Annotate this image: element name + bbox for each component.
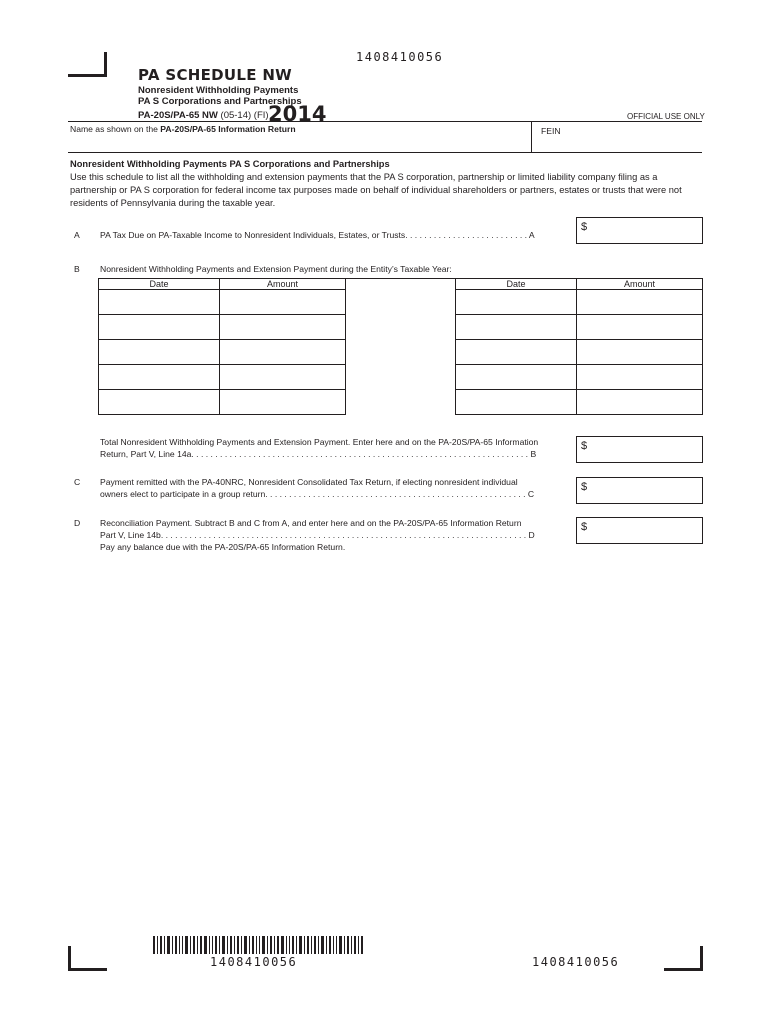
column-header-date: Date xyxy=(99,279,220,290)
amount-cell[interactable] xyxy=(220,340,346,365)
table-row xyxy=(456,340,703,365)
date-cell[interactable] xyxy=(456,290,577,315)
column-header-date: Date xyxy=(456,279,577,290)
payments-table-right xyxy=(455,278,703,415)
line-a-dollar-sign: $ xyxy=(581,221,588,233)
corner-mark-top-left xyxy=(68,52,107,77)
payments-table-left xyxy=(98,278,346,415)
line-c-letter: C xyxy=(74,477,81,487)
form-subtitle-2: PA S Corporations and Partnerships xyxy=(138,96,302,107)
table-row xyxy=(99,390,346,415)
form-id-line xyxy=(138,110,269,121)
line-d-text-1: Reconciliation Payment. Subtract B and C from A, and enter here and on the PA-20S/PA-65 Information Return xyxy=(100,518,522,528)
form-revision: (05-14) (FI) xyxy=(220,110,269,121)
table-row xyxy=(99,365,346,390)
total-b-text-2: Return, Part V, Line 14a. . . . . . . . . . . . . . . . . . . . . . . . . . . . . . . . . . . . . . . . . . . . . . . . . . . . . . . . . . . . . . . . . . . . . . . B xyxy=(100,449,537,459)
barcode-number: 1408410056 xyxy=(210,955,298,969)
name-label-form: PA-20S/PA-65 Information Return xyxy=(160,124,296,134)
line-d-amount-field[interactable] xyxy=(576,517,703,544)
form-title: PA SCHEDULE NW xyxy=(138,66,293,84)
table-row xyxy=(456,290,703,315)
amount-cell[interactable] xyxy=(220,365,346,390)
amount-cell[interactable] xyxy=(220,315,346,340)
line-c-amount-field[interactable] xyxy=(576,477,703,504)
fein-label: FEIN xyxy=(541,126,561,136)
date-cell[interactable] xyxy=(99,290,220,315)
amount-cell[interactable] xyxy=(577,315,703,340)
amount-cell[interactable] xyxy=(577,290,703,315)
line-b-letter: B xyxy=(74,264,80,274)
line-a-text xyxy=(100,229,566,241)
scan-id-bottom-right: 1408410056 xyxy=(532,955,620,969)
date-cell[interactable] xyxy=(456,365,577,390)
total-b-dollar-sign: $ xyxy=(581,440,588,452)
table-row xyxy=(99,315,346,340)
line-c-text-1: Payment remitted with the PA-40NRC, Nonresident Consolidated Tax Return, if electing nonresident individual xyxy=(100,477,518,487)
name-field[interactable] xyxy=(68,122,530,150)
barcode-image xyxy=(153,936,363,954)
line-d-letter: D xyxy=(74,518,81,528)
line-a-leader: . . . . . . . . . . . . . . . . . . . . . . . . . A xyxy=(407,230,535,240)
date-cell[interactable] xyxy=(456,315,577,340)
name-row-bottom-rule xyxy=(68,152,702,153)
date-cell[interactable] xyxy=(456,390,577,415)
table-row xyxy=(99,340,346,365)
fein-field[interactable] xyxy=(532,122,702,150)
official-use-label: OFFICIAL USE ONLY xyxy=(627,112,705,121)
table-row xyxy=(99,290,346,315)
table-row xyxy=(99,279,346,290)
tax-year: 2014 xyxy=(268,102,327,126)
date-cell[interactable] xyxy=(99,390,220,415)
table-row xyxy=(456,315,703,340)
date-cell[interactable] xyxy=(99,365,220,390)
payments-table-separator xyxy=(346,278,456,411)
line-a-label: PA Tax Due on PA-Taxable Income to Nonresident Individuals, Estates, or Trusts. xyxy=(100,230,408,240)
total-b-text-1: Total Nonresident Withholding Payments and Extension Payment. Enter here and on the PA-20S/PA-65 Information xyxy=(100,437,539,447)
line-c-dollar-sign: $ xyxy=(581,481,588,493)
column-header-amount: Amount xyxy=(577,279,703,290)
column-header-amount: Amount xyxy=(220,279,346,290)
table-row xyxy=(456,279,703,290)
amount-cell[interactable] xyxy=(577,340,703,365)
scan-id-top: 1408410056 xyxy=(356,50,444,64)
form-subtitle-1: Nonresident Withholding Payments xyxy=(138,85,299,96)
amount-cell[interactable] xyxy=(577,390,703,415)
form-id: PA-20S/PA-65 NW xyxy=(138,110,218,121)
corner-mark-bottom-left xyxy=(68,946,107,971)
table-row xyxy=(456,390,703,415)
date-cell[interactable] xyxy=(99,340,220,365)
line-d-dollar-sign: $ xyxy=(581,521,588,533)
intro-heading: Nonresident Withholding Payments PA S Corporations and Partnerships xyxy=(70,159,390,169)
date-cell[interactable] xyxy=(456,340,577,365)
line-d-text-3: Pay any balance due with the PA-20S/PA-65 Information Return. xyxy=(100,542,346,552)
name-label-prefix: Name as shown on the xyxy=(70,124,161,134)
table-row xyxy=(456,365,703,390)
amount-cell[interactable] xyxy=(577,365,703,390)
amount-cell[interactable] xyxy=(220,290,346,315)
line-a-letter: A xyxy=(74,230,80,240)
line-b-text: Nonresident Withholding Payments and Extension Payment during the Entity’s Taxable Year: xyxy=(100,264,452,274)
intro-text: Use this schedule to list all the withholding and extension payments that the PA S corporation, partnership or limited liability company filing as a partnership or PA S corporation for federal income tax purposes made on behalf of individual shareholders or partners, estates or trusts that were not residents of Pennsylvania during the taxable year. xyxy=(70,172,682,208)
date-cell[interactable] xyxy=(99,315,220,340)
amount-cell[interactable] xyxy=(220,390,346,415)
line-d-text-2: Part V, Line 14b. . . . . . . . . . . . . . . . . . . . . . . . . . . . . . . . . . . . . . . . . . . . . . . . . . . . . . . . . . . . . . . . . . . . . . . . . . . . . D xyxy=(100,530,535,540)
line-c-text-2: owners elect to participate in a group return. . . . . . . . . . . . . . . . . . . . . . . . . . . . . . . . . . . . . . . . . . . . . . . . . . . . . . . C xyxy=(100,489,535,499)
total-b-amount-field[interactable] xyxy=(576,436,703,463)
line-a-amount-field[interactable] xyxy=(576,217,703,244)
corner-mark-bottom-right xyxy=(664,946,703,971)
